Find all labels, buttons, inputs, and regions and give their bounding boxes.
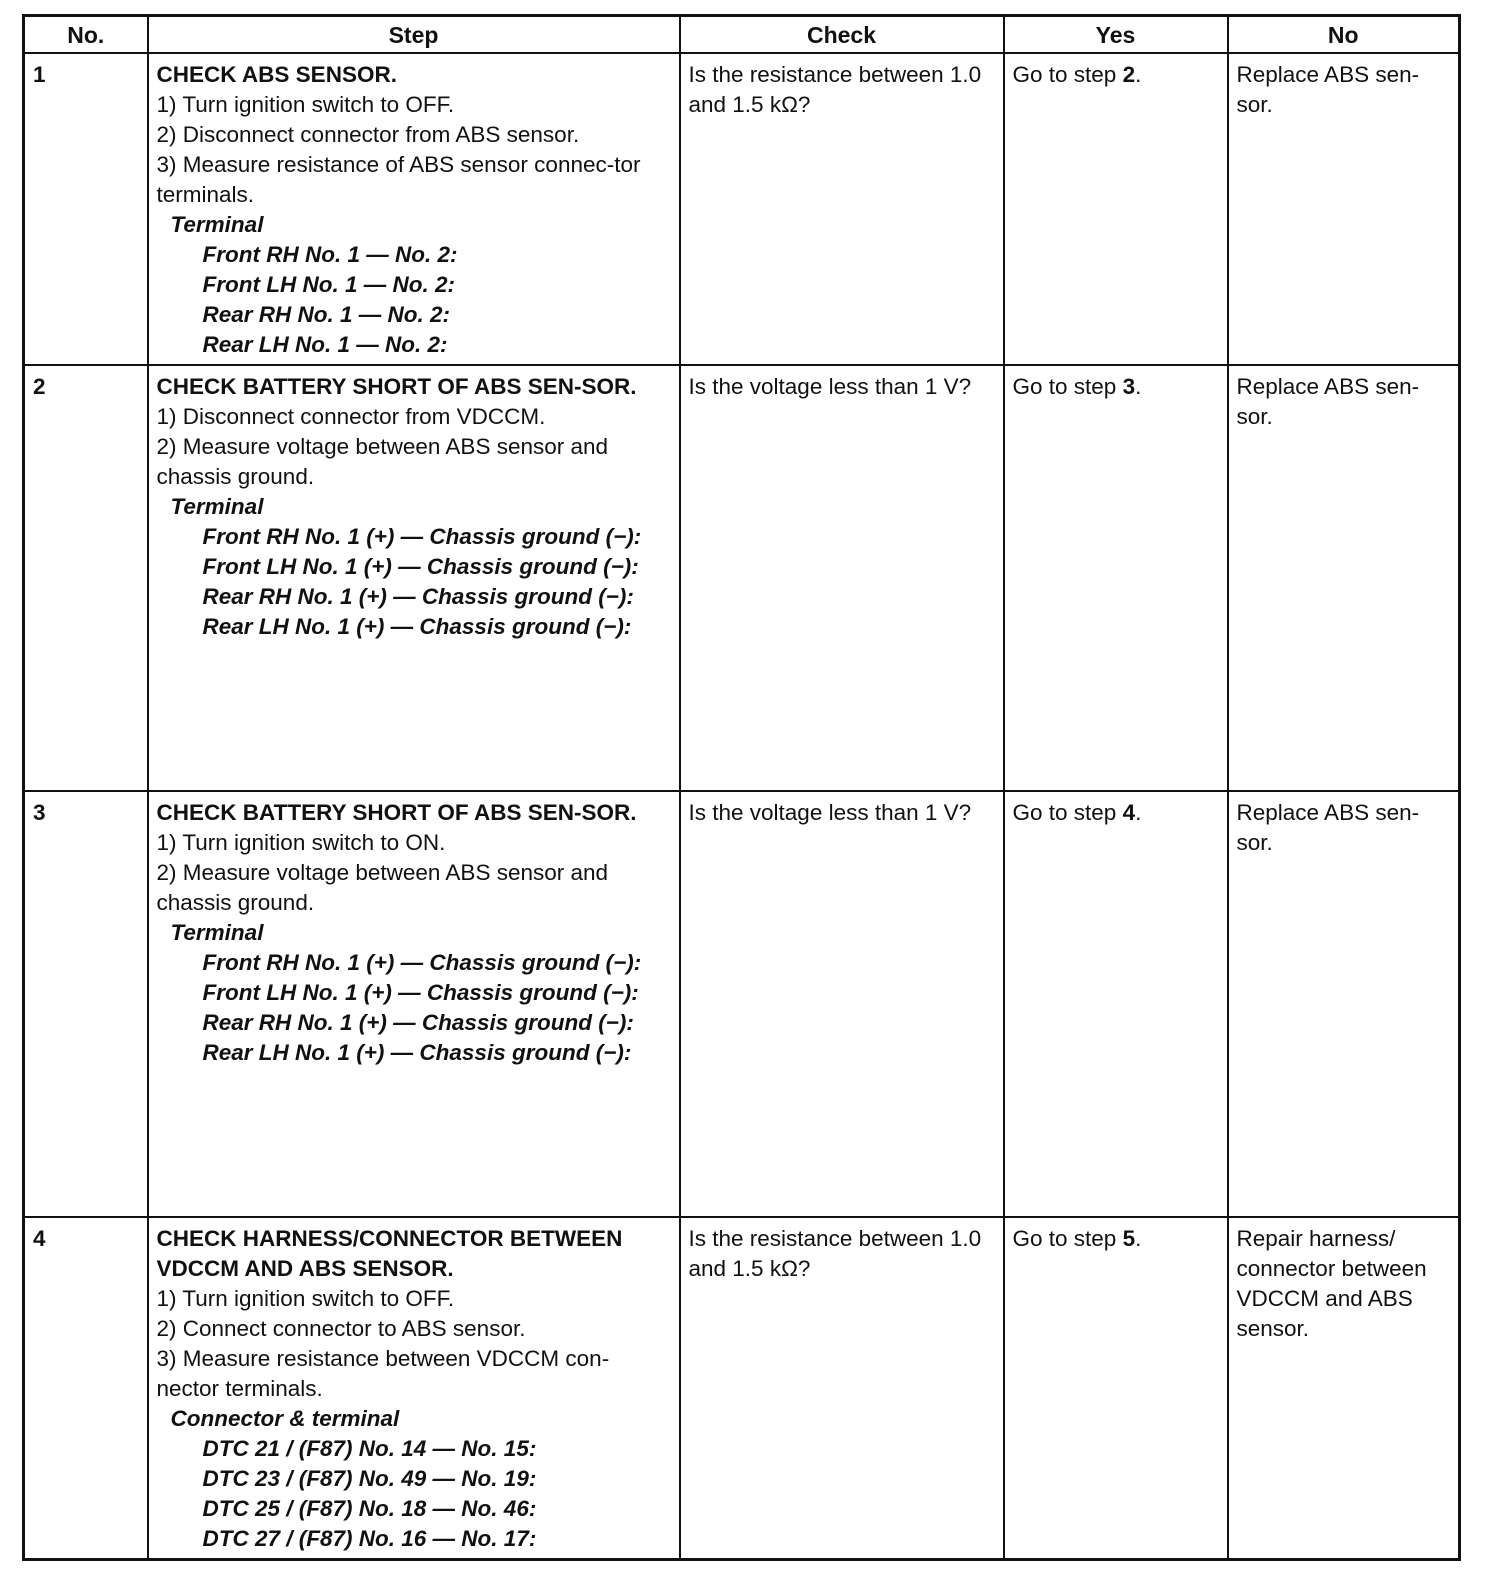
yes-cell bbox=[1004, 53, 1228, 365]
step-instruction: 2) Measure voltage between ABS sensor and chassis ground. bbox=[156, 860, 609, 915]
terminal-item: DTC 21 / (F87) No. 14 — No. 15: bbox=[202, 1436, 537, 1461]
no-cell: Replace ABS sen-sor. bbox=[1228, 791, 1460, 1217]
check-cell: Is the voltage less than 1 V? bbox=[680, 791, 1004, 1217]
check-cell: Is the voltage less than 1 V? bbox=[680, 365, 1004, 791]
table-row bbox=[24, 365, 1460, 791]
yes-step-number: 3 bbox=[1122, 374, 1136, 399]
terminal-item: Front LH No. 1 — No. 2: bbox=[202, 272, 455, 297]
no-cell: Replace ABS sen-sor. bbox=[1228, 53, 1460, 365]
table-row bbox=[24, 53, 1460, 365]
terminal-item: Front RH No. 1 (+) — Chassis ground (−): bbox=[202, 950, 642, 975]
table-row bbox=[24, 1217, 1460, 1560]
yes-suffix: . bbox=[1135, 1226, 1142, 1251]
step-title: CHECK BATTERY SHORT OF ABS SEN-SOR. bbox=[156, 374, 637, 399]
step-instruction: 3) Measure resistance of ABS sensor connec-tor terminals. bbox=[156, 152, 641, 207]
terminal-item: Rear RH No. 1 (+) — Chassis ground (−): bbox=[202, 584, 634, 609]
header-row bbox=[24, 16, 1460, 54]
header-step: Step bbox=[148, 16, 680, 54]
terminal-item: Front LH No. 1 (+) — Chassis ground (−): bbox=[202, 980, 639, 1005]
yes-cell bbox=[1004, 365, 1228, 791]
yes-suffix: . bbox=[1135, 374, 1142, 399]
terminal-item: Front LH No. 1 (+) — Chassis ground (−): bbox=[202, 554, 639, 579]
header-no-result: No bbox=[1228, 16, 1460, 54]
yes-prefix: Go to step bbox=[1012, 1226, 1123, 1251]
check-cell: Is the resistance between 1.0 and 1.5 kΩ? bbox=[680, 1217, 1004, 1560]
terminal-item: Rear LH No. 1 — No. 2: bbox=[202, 332, 448, 357]
terminal-label: Terminal bbox=[170, 494, 264, 519]
connector-terminal-label: Connector & terminal bbox=[170, 1406, 400, 1431]
yes-step-number: 5 bbox=[1122, 1226, 1136, 1251]
yes-suffix: . bbox=[1135, 62, 1142, 87]
terminal-item: Front RH No. 1 (+) — Chassis ground (−): bbox=[202, 524, 642, 549]
terminal-item: Rear RH No. 1 — No. 2: bbox=[202, 302, 451, 327]
header-check: Check bbox=[680, 16, 1004, 54]
terminal-item: DTC 27 / (F87) No. 16 — No. 17: bbox=[202, 1526, 537, 1551]
yes-step-number: 4 bbox=[1122, 800, 1136, 825]
yes-prefix: Go to step bbox=[1012, 62, 1123, 87]
step-instruction: 2) Connect connector to ABS sensor. bbox=[156, 1316, 526, 1341]
header-no: No. bbox=[24, 16, 148, 54]
header-yes: Yes bbox=[1004, 16, 1228, 54]
terminal-label: Terminal bbox=[170, 920, 264, 945]
row-number: 1 bbox=[24, 53, 148, 365]
terminal-label: Terminal bbox=[170, 212, 264, 237]
check-cell: Is the resistance between 1.0 and 1.5 kΩ? bbox=[680, 53, 1004, 365]
step-cell bbox=[148, 365, 680, 791]
yes-cell bbox=[1004, 791, 1228, 1217]
table-row bbox=[24, 791, 1460, 1217]
no-cell: Repair harness/ connector between VDCCM and ABS sensor. bbox=[1228, 1217, 1460, 1560]
step-instruction: 2) Measure voltage between ABS sensor and chassis ground. bbox=[156, 434, 609, 489]
step-instruction: 3) Measure resistance between VDCCM con-nector terminals. bbox=[156, 1346, 610, 1401]
terminal-item: Rear LH No. 1 (+) — Chassis ground (−): bbox=[202, 614, 632, 639]
yes-prefix: Go to step bbox=[1012, 374, 1123, 399]
terminal-item: Front RH No. 1 — No. 2: bbox=[202, 242, 458, 267]
step-instruction: 1) Disconnect connector from VDCCM. bbox=[156, 404, 546, 429]
step-cell bbox=[148, 53, 680, 365]
step-instruction: 1) Turn ignition switch to ON. bbox=[156, 830, 446, 855]
step-cell bbox=[148, 1217, 680, 1560]
step-instruction: 2) Disconnect connector from ABS sensor. bbox=[156, 122, 580, 147]
step-cell bbox=[148, 791, 680, 1217]
step-instruction: 1) Turn ignition switch to OFF. bbox=[156, 1286, 455, 1311]
row-number: 3 bbox=[24, 791, 148, 1217]
step-instruction: 1) Turn ignition switch to OFF. bbox=[156, 92, 455, 117]
row-number: 2 bbox=[24, 365, 148, 791]
row-number: 4 bbox=[24, 1217, 148, 1560]
terminal-item: DTC 25 / (F87) No. 18 — No. 46: bbox=[202, 1496, 537, 1521]
yes-prefix: Go to step bbox=[1012, 800, 1123, 825]
step-title: CHECK HARNESS/CONNECTOR BETWEEN VDCCM AND ABS SENSOR. bbox=[156, 1226, 623, 1281]
step-title: CHECK ABS SENSOR. bbox=[156, 62, 397, 87]
terminal-item: Rear RH No. 1 (+) — Chassis ground (−): bbox=[202, 1010, 634, 1035]
step-title: CHECK BATTERY SHORT OF ABS SEN-SOR. bbox=[156, 800, 637, 825]
diagnostic-table bbox=[22, 14, 1461, 1561]
yes-suffix: . bbox=[1135, 800, 1142, 825]
yes-cell bbox=[1004, 1217, 1228, 1560]
terminal-item: DTC 23 / (F87) No. 49 — No. 19: bbox=[202, 1466, 537, 1491]
no-cell: Replace ABS sen-sor. bbox=[1228, 365, 1460, 791]
yes-step-number: 2 bbox=[1122, 62, 1136, 87]
terminal-item: Rear LH No. 1 (+) — Chassis ground (−): bbox=[202, 1040, 632, 1065]
